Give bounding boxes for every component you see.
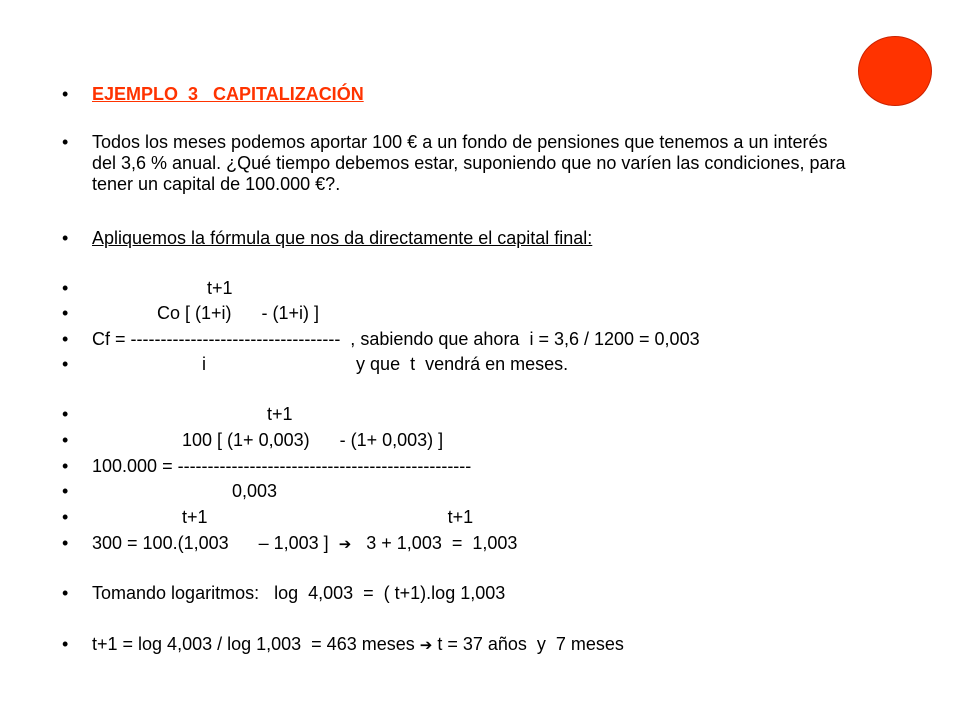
final-line — [62, 634, 624, 697]
bullet: • — [62, 507, 69, 527]
substitution-numerator: 100 [ (1+ 0,003) - (1+ 0,003) ] — [92, 430, 444, 450]
formula-denominator: i y que t vendrá en meses. — [92, 354, 569, 374]
final-right: t = 37 años y 7 meses — [432, 634, 624, 654]
bullet: • — [62, 303, 69, 323]
bullet: • — [62, 228, 69, 248]
bullet: • — [62, 84, 69, 104]
final-result — [92, 634, 624, 656]
formula-exponent: t+1 — [92, 278, 233, 298]
substitution-exponent: t+1 — [92, 404, 293, 424]
substitution-exponents: t+1 t+1 — [92, 507, 474, 527]
slide-title: EJEMPLO 3 CAPITALIZACIÓN — [92, 84, 364, 104]
substitution-result — [92, 533, 517, 555]
problem-line — [62, 132, 846, 195]
bullet: • — [62, 430, 69, 450]
bullet: • — [62, 132, 69, 152]
final-left: t+1 = log 4,003 / log 1,003 = 463 meses — [92, 634, 420, 654]
substitution-denominator: 0,003 — [92, 481, 278, 501]
bullet: • — [62, 634, 69, 654]
bullet: • — [62, 278, 69, 298]
formula-equation: Cf = ----------------------------------- , sabiendo que ahora i = 3,6 / 1200 = 0,003 — [92, 329, 700, 349]
problem-text: Todos los meses podemos aportar 100 € a un fondo de pensiones que tenemos a un interés del 3,6 % anual. ¿Qué tiempo debemos estar, suponiendo que no varíen las condiciones, para tener un capital de 100.000 €?. — [92, 132, 846, 194]
logarithm-text: Tomando logaritmos: log 4,003 = ( t+1).log 1,003 — [92, 583, 506, 603]
right-arrow-icon: ➔ — [419, 637, 433, 654]
substitution-equation: 100.000 = ------------------------------------------------- — [92, 456, 472, 476]
instruction-text: Apliquemos la fórmula que nos da directamente el capital final: — [92, 228, 593, 248]
right-arrow-icon: ➔ — [338, 536, 352, 553]
result-left: 300 = 100.(1,003 – 1,003 ] — [92, 533, 339, 553]
bullet: • — [62, 354, 69, 374]
bullet: • — [62, 533, 69, 553]
bullet: • — [62, 481, 69, 501]
red-circle-decoration — [858, 36, 932, 106]
bullet: • — [62, 583, 69, 603]
bullet: • — [62, 456, 69, 476]
bullet: • — [62, 329, 69, 349]
result-right: 3 + 1,003 = 1,003 — [351, 533, 518, 553]
bullet: • — [62, 404, 69, 424]
formula-numerator: Co [ (1+i) - (1+i) ] — [92, 303, 320, 323]
